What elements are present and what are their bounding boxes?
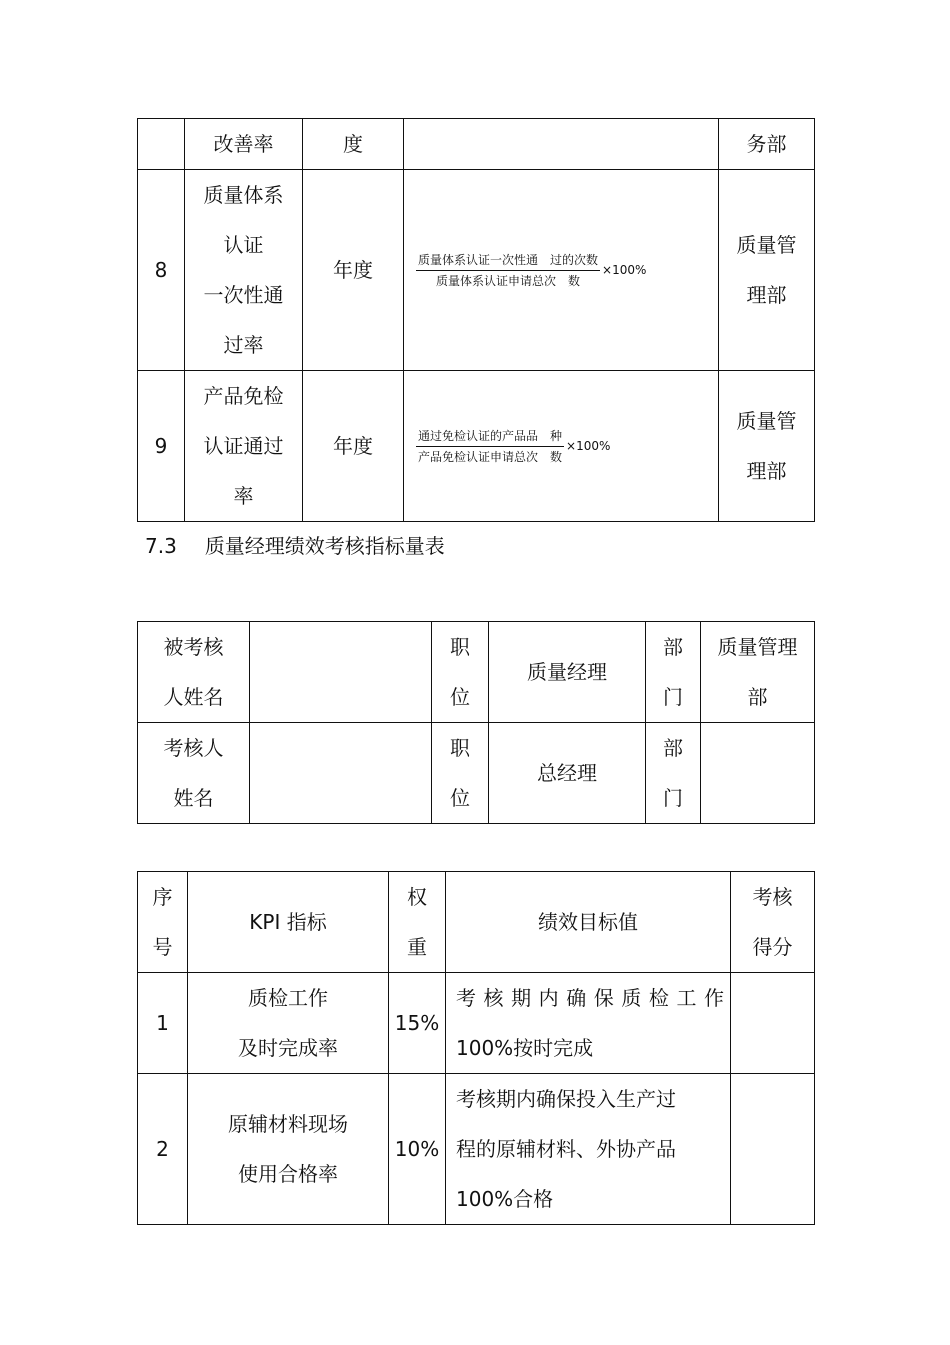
position-label: 职 位 [432, 723, 489, 824]
indicator-name: 改善率 [185, 119, 303, 170]
kpi-table [137, 871, 815, 1225]
kpi-weight: 10% [389, 1074, 446, 1225]
indicator-name: 产品免检 认证通过 率 [185, 371, 303, 522]
kpi-score [731, 973, 815, 1074]
kpi-name: 原辅材料现场 使用合格率 [188, 1074, 389, 1225]
header-weight: 权 重 [389, 872, 446, 973]
formula-cell [404, 119, 719, 170]
formula-numerator: 通过免检认证的产品品 种 [416, 428, 564, 447]
formula-multiplier: ×100% [602, 263, 647, 277]
row-number: 1 [138, 973, 188, 1074]
kpi-target [446, 973, 731, 1074]
assessor-name-value [250, 723, 432, 824]
table-row [138, 170, 815, 371]
section-heading [145, 531, 445, 561]
responsible-dept: 质量管 理部 [719, 170, 815, 371]
table-row [138, 371, 815, 522]
header-target: 绩效目标值 [446, 872, 731, 973]
row-number: 2 [138, 1074, 188, 1225]
fraction [416, 252, 600, 289]
row-number: 9 [138, 371, 185, 522]
assessee-info-table [137, 621, 815, 824]
indicator-name: 质量体系 认证 一次性通 过率 [185, 170, 303, 371]
assessment-period: 年度 [303, 170, 404, 371]
row-number: 8 [138, 170, 185, 371]
kpi-target-line: 考核期内确保投入生产过 [456, 1087, 676, 1111]
formula-denominator: 产品免检认证申请总次 数 [418, 449, 563, 464]
position-value: 质量经理 [489, 622, 646, 723]
table-row [138, 1074, 815, 1225]
section-title: 质量经理绩效考核指标量表 [204, 534, 445, 558]
header-score: 考核 得分 [731, 872, 815, 973]
position-label: 职 位 [432, 622, 489, 723]
responsible-dept: 务部 [719, 119, 815, 170]
kpi-target [446, 1074, 731, 1225]
table-row [138, 119, 815, 170]
kpi-weight: 15% [389, 973, 446, 1074]
formula [404, 428, 718, 465]
table-header-row [138, 872, 815, 973]
kpi-score [731, 1074, 815, 1225]
formula-multiplier: ×100% [566, 439, 611, 453]
assessee-name-value [250, 622, 432, 723]
department-value: 质量管理 部 [701, 622, 815, 723]
header-no: 序 号 [138, 872, 188, 973]
kpi-target-line: 100%合格 [456, 1187, 554, 1211]
header-kpi: KPI 指标 [188, 872, 389, 973]
table-row [138, 723, 815, 824]
formula-numerator: 质量体系认证一次性通 过的次数 [416, 252, 600, 271]
indicator-table-continued [137, 118, 815, 522]
assessment-period: 度 [303, 119, 404, 170]
responsible-dept: 质量管 理部 [719, 371, 815, 522]
formula-denominator: 质量体系认证申请总次 数 [436, 273, 581, 288]
assessee-name-label: 被考核 人姓名 [138, 622, 250, 723]
table-row [138, 973, 815, 1074]
formula-cell [404, 170, 719, 371]
department-label: 部 门 [646, 622, 701, 723]
kpi-target-line: 程的原辅材料、外协产品 [456, 1137, 676, 1161]
assessor-name-label: 考核人 姓名 [138, 723, 250, 824]
fraction [416, 428, 564, 465]
kpi-target-line: 考核期内确保质检工作 [456, 986, 724, 1010]
position-value: 总经理 [489, 723, 646, 824]
table-row [138, 622, 815, 723]
kpi-name: 质检工作 及时完成率 [188, 973, 389, 1074]
kpi-target-line: 100%按时完成 [456, 1036, 594, 1060]
department-value [701, 723, 815, 824]
department-label: 部 门 [646, 723, 701, 824]
section-number: 7.3 [145, 534, 177, 558]
row-number [138, 119, 185, 170]
assessment-period: 年度 [303, 371, 404, 522]
formula [404, 252, 718, 289]
formula-cell [404, 371, 719, 522]
